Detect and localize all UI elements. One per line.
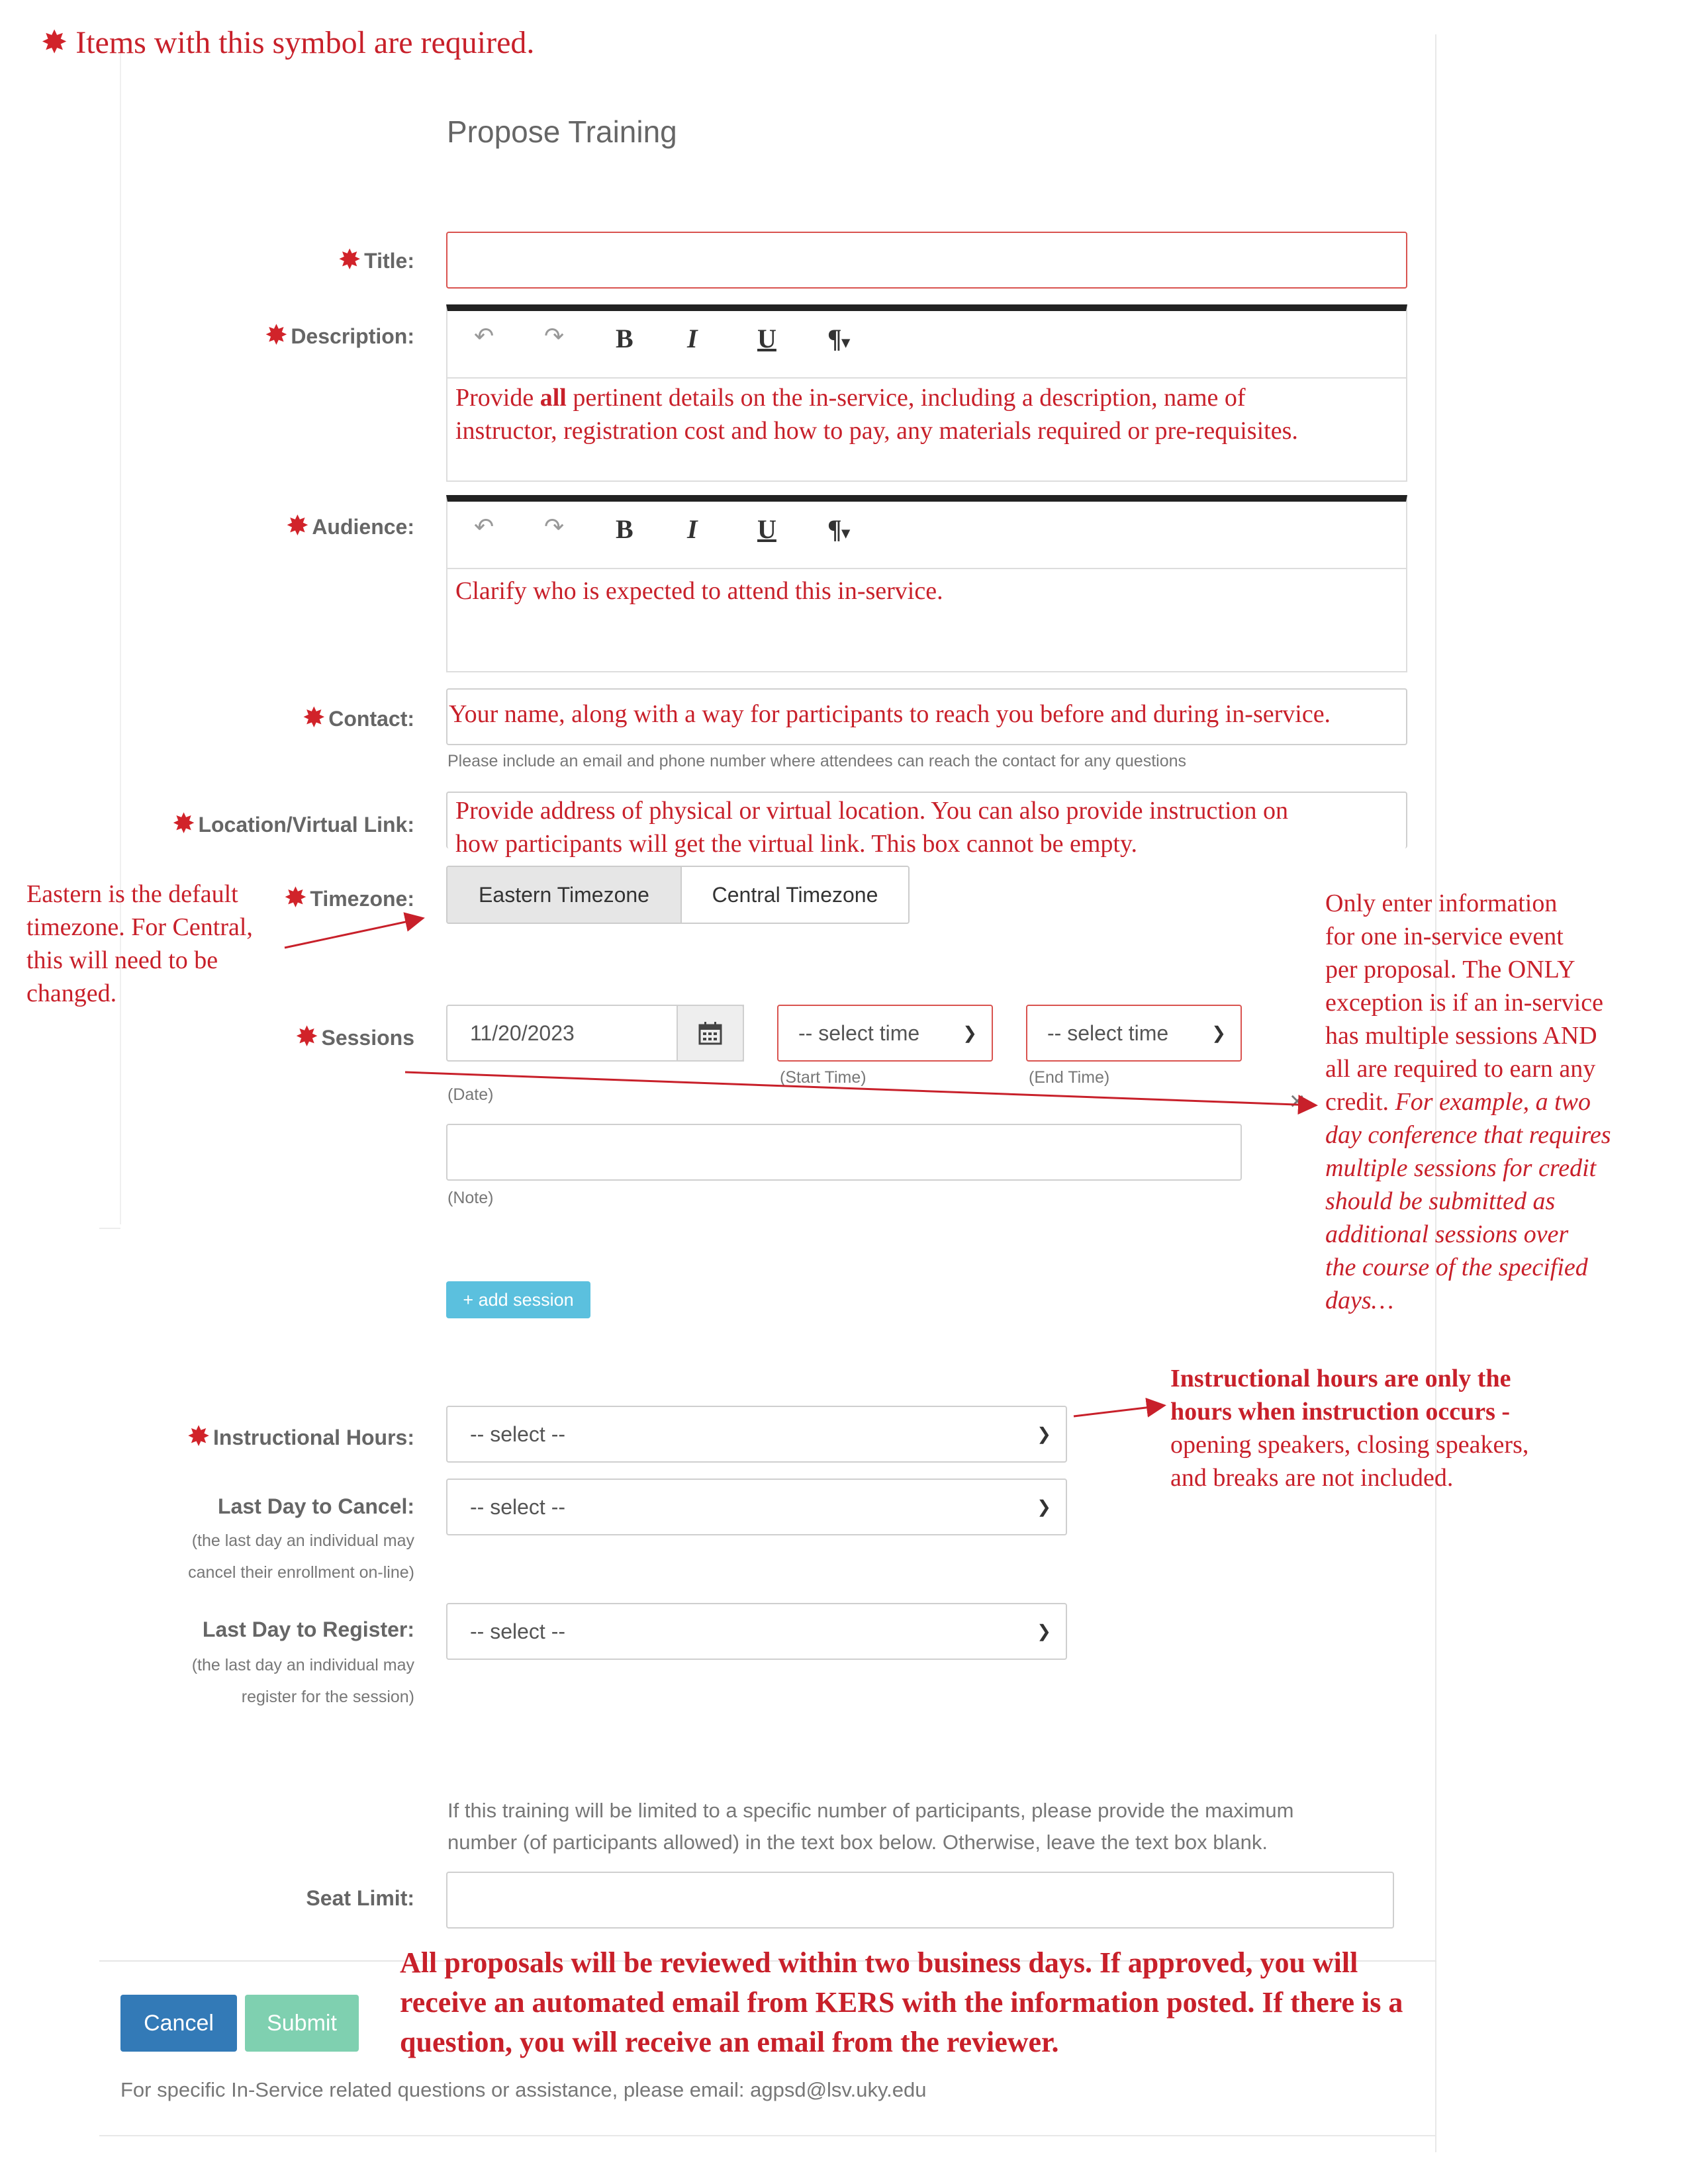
- underline-button[interactable]: U: [757, 324, 776, 353]
- cancel-button[interactable]: Cancel: [120, 1995, 237, 2052]
- chevron-down-icon: ❯: [1037, 1496, 1051, 1517]
- last-register-sublabel-line: (the last day an individual may: [191, 1656, 414, 1674]
- undo-icon[interactable]: ↶: [474, 514, 494, 541]
- timezone-eastern-button[interactable]: Eastern Timezone: [447, 867, 682, 923]
- sessions-arrow: [405, 1072, 1314, 1105]
- chevron-down-icon: ❯: [1037, 1621, 1051, 1641]
- session-note-line: all are required to earn any: [1325, 1055, 1596, 1083]
- session-note-line: multiple sessions for credit: [1325, 1154, 1597, 1182]
- session-note-line: Only enter information: [1325, 889, 1558, 917]
- starburst-icon: ✸: [265, 322, 287, 349]
- title-label-text: Title:: [364, 249, 414, 273]
- description-text-rest: pertinent details on the in-service, including a description, name of: [566, 384, 1246, 412]
- hours-arrow: [1074, 1406, 1162, 1416]
- review-note-line: All proposals will be reviewed within two business days. If approved, you will: [400, 1946, 1358, 1979]
- undo-icon[interactable]: ↶: [474, 323, 494, 350]
- hours-note-line: opening speakers, closing speakers,: [1170, 1431, 1529, 1459]
- starburst-icon: ✸: [41, 25, 68, 60]
- session-start-hint: (Start Time): [780, 1068, 867, 1087]
- last-register-label: Last Day to Register:: [202, 1617, 414, 1641]
- chevron-down-icon: ❯: [962, 1023, 977, 1043]
- audience-text: Clarify who is expected to attend this in-service.: [455, 577, 943, 605]
- remove-session-icon[interactable]: ×: [1289, 1087, 1305, 1116]
- caret-down-icon: ▾: [841, 525, 850, 542]
- description-label-text: Description:: [291, 324, 414, 348]
- description-text-bold: all: [539, 384, 567, 412]
- session-note-line: has multiple sessions AND: [1325, 1022, 1597, 1050]
- session-end-value: -- select time: [1047, 1021, 1169, 1045]
- underline-button[interactable]: U: [757, 514, 776, 544]
- session-date-hint: (Date): [447, 1085, 494, 1104]
- session-note-line: days…: [1325, 1287, 1394, 1314]
- last-cancel-sublabel-line: (the last day an individual may: [191, 1531, 414, 1550]
- audience-label-text: Audience:: [312, 515, 414, 539]
- description-text-pre: Provide: [455, 384, 540, 412]
- session-start-value: -- select time: [798, 1021, 920, 1045]
- session-note-plain: credit.: [1325, 1088, 1395, 1116]
- session-note-line: day conference that requires: [1325, 1121, 1611, 1149]
- page-title: Propose Training: [447, 114, 677, 149]
- add-session-button[interactable]: + add session: [446, 1281, 590, 1318]
- session-note-line: should be submitted as: [1325, 1187, 1556, 1215]
- starburst-icon: ✸: [303, 704, 325, 732]
- chevron-down-icon: ❯: [1211, 1023, 1226, 1043]
- review-note-line: receive an automated email from KERS with the information posted. If there is a: [400, 1986, 1403, 2019]
- contact-hint: Please include an email and phone number where attendees can reach the contact for any questions: [447, 752, 1187, 770]
- session-note-line: per proposal. The ONLY: [1325, 956, 1575, 983]
- sessions-label-text: Sessions: [321, 1026, 414, 1050]
- location-text-line2: how participants will get the virtual link. This box cannot be empty.: [455, 830, 1138, 858]
- hours-note-line: hours when instruction occurs -: [1170, 1398, 1511, 1426]
- description-text-line2: instructor, registration cost and how to pay, any materials required or pre-requisites.: [455, 417, 1298, 445]
- submit-button[interactable]: Submit: [245, 1995, 359, 2052]
- session-note-line: for one in-service event: [1325, 923, 1564, 950]
- seat-limit-label: Seat Limit:: [306, 1886, 414, 1910]
- footer-contact-text: For specific In-Service related questions or assistance, please email: agpsd@lsv.uky.edu: [120, 2078, 927, 2101]
- starburst-icon: ✸: [173, 810, 195, 838]
- last-cancel-value: -- select --: [470, 1494, 565, 1519]
- session-note-hint: (Note): [447, 1189, 494, 1207]
- timezone-label-text: Timezone:: [310, 887, 414, 911]
- timezone-note-line: changed.: [26, 979, 117, 1007]
- timezone-note-line: Eastern is the default: [26, 880, 238, 908]
- starburst-icon: ✸: [339, 246, 361, 274]
- bold-button[interactable]: B: [616, 514, 633, 544]
- instructional-hours-label-text: Instructional Hours:: [212, 1426, 414, 1449]
- redo-icon[interactable]: ↷: [544, 514, 565, 541]
- seat-limit-info-line: number (of participants allowed) in the text box below. Otherwise, leave the text box blank.: [447, 1831, 1268, 1854]
- location-text-line1: Provide address of physical or virtual location. You can also provide instruction on: [455, 797, 1289, 825]
- session-note-line: exception is if an in-service: [1325, 989, 1603, 1017]
- timezone-arrow: [285, 919, 421, 948]
- starburst-icon: ✸: [287, 512, 308, 540]
- timezone-note-line: timezone. For Central,: [26, 913, 253, 941]
- legend-text: Items with this symbol are required.: [75, 25, 535, 60]
- session-note-italic: For example, a two: [1395, 1088, 1591, 1116]
- starburst-icon: ✸: [285, 884, 306, 912]
- paragraph-glyph: ¶: [827, 324, 842, 353]
- last-cancel-sublabel-line: cancel their enrollment on-line): [188, 1563, 414, 1582]
- review-note-line: question, you will receive an email from the reviewer.: [400, 2026, 1059, 2058]
- session-date-value: 11/20/2023: [470, 1021, 575, 1045]
- timezone-note-line: this will need to be: [26, 946, 218, 974]
- hours-note-line: Instructional hours are only the: [1170, 1365, 1511, 1392]
- caret-down-icon: ▾: [841, 334, 850, 351]
- instructional-hours-value: -- select --: [470, 1422, 565, 1446]
- redo-icon[interactable]: ↷: [544, 323, 565, 350]
- starburst-icon: ✸: [188, 1423, 209, 1451]
- bold-button[interactable]: B: [616, 324, 633, 353]
- last-cancel-label: Last Day to Cancel:: [218, 1494, 414, 1518]
- paragraph-glyph: ¶: [827, 514, 842, 544]
- chevron-down-icon: ❯: [1037, 1424, 1051, 1444]
- session-end-hint: (End Time): [1029, 1068, 1110, 1087]
- italic-button[interactable]: I: [687, 324, 698, 353]
- italic-button[interactable]: I: [687, 514, 698, 544]
- contact-label-text: Contact:: [328, 707, 414, 731]
- session-note-line: the course of the specified: [1325, 1253, 1588, 1281]
- timezone-central-button[interactable]: Central Timezone: [682, 867, 908, 923]
- starburst-icon: ✸: [296, 1023, 318, 1051]
- contact-text: Your name, along with a way for participants to reach you before and during in-service.: [449, 700, 1331, 728]
- hours-note-line: and breaks are not included.: [1170, 1464, 1454, 1492]
- session-note-line: additional sessions over: [1325, 1220, 1569, 1248]
- seat-limit-info-line: If this training will be limited to a specific number of participants, please provide the maximum: [447, 1799, 1294, 1822]
- last-register-sublabel-line: register for the session): [241, 1688, 414, 1706]
- location-label-text: Location/Virtual Link:: [198, 813, 414, 837]
- last-register-value: -- select --: [470, 1619, 565, 1643]
